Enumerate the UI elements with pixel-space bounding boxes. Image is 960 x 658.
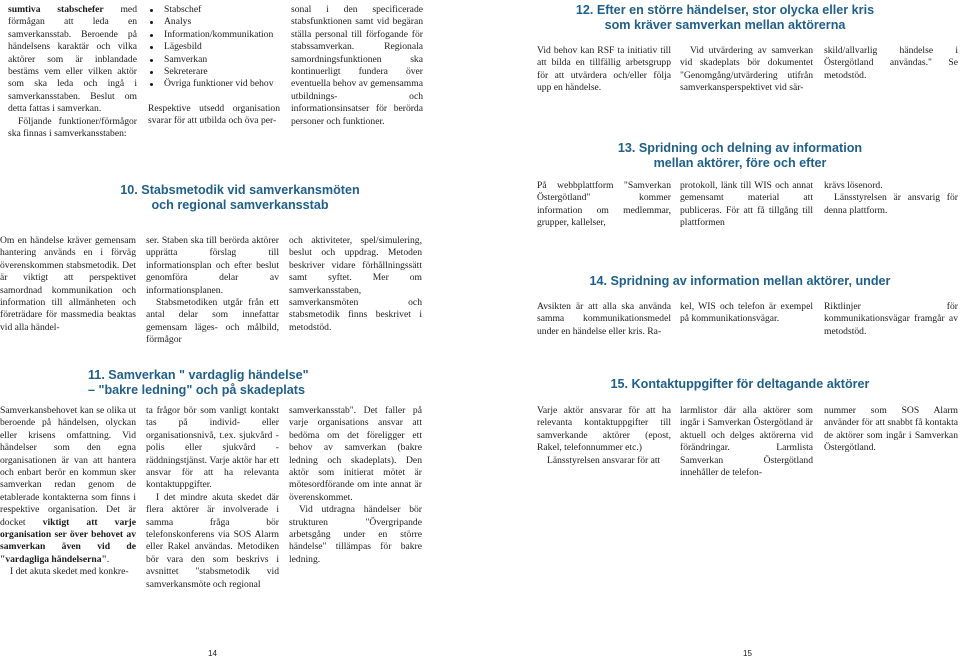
list-item: Samverkan <box>148 54 280 66</box>
paragraph: På webbplattform "Samverkan Östergötland" kommer information om medlemmar, grupper, kallelser, <box>537 180 671 229</box>
paragraph: Samverkansbehovet kan se olika ut beroende på händelsen, olyckan eller krisens omfattning. Vid händelser som den egna organisationen är van att hantera och enbart berör en kommun sker samverkan redan genom de etablerade kontakterna som finns i respektive organisation. Det är docket viktigt att varje organisation ser över behovet av samverkan även vid de "vardagliga händelserna". <box>0 405 136 565</box>
list-item: Sekreterare <box>148 66 280 78</box>
text-column <box>146 405 279 591</box>
text-column <box>680 180 813 230</box>
section-heading-10: 10. Stabsmetodik vid samverkansmöten och regional samverkansstab <box>120 183 360 212</box>
text-column <box>824 301 958 338</box>
paragraph: Följande funktioner/förmågor ska finnas i samverkansstaben: <box>8 115 137 140</box>
text-column <box>824 180 958 217</box>
paragraph: ta frågor bör som vanligt kontakt tas på individ- eller organisationsnivå, t.ex. sjukvård - polis eller sjukvård - räddningstjänst. Varje aktör har ett ansvar för att ha relevanta kontaktuppgifter. <box>146 405 279 491</box>
paragraph: I det akuta skedet med konkre- <box>10 566 129 578</box>
section-heading-12: 12. Efter en större händelser, stor olycka eller kris som kräver samverkan mellan aktörerna <box>575 3 875 32</box>
paragraph: I det mindre akuta skedet där flera aktörer är involverade i samma fråga bör telefonskonferens via SOS Alarm eller Rakel användas. Metodiken bör vara den som beskrivs i avsnittet "stabsmetodik vid samverkansmöte och regional <box>146 491 279 590</box>
function-list <box>148 4 280 91</box>
text-column <box>680 405 813 479</box>
list-item: Information/kommunikation <box>148 29 280 41</box>
paragraph: Vid utvärdering av samverkan vid skadeplats bör dokumentet "Genomgång/utvärdering utifrån samverkansperspektivet vid sär- <box>680 45 813 94</box>
text-column <box>289 235 422 334</box>
paragraph: Länsstyrelsen är ansvarig för denna plattform. <box>824 192 958 216</box>
text-column <box>537 405 671 467</box>
text-column <box>680 45 813 95</box>
paragraph: Länsstyrelsen ansvarar för att <box>547 454 661 466</box>
paragraph: sonal i den specificerade stabsfunktionen samt vid begäran ställa personal till förfogande för stabssamverkan. Regionala samordningsfunktionen ska kontinuerligt fundera över eventuella behov av gemensamma utbildnings- och informationsinsatser för berörda personer och funktioner. <box>291 4 423 127</box>
paragraph: samverkansstab". Det faller på varje organisations ansvar att bedöma om det föreligger ett behov av samverkan (bakre ledning och skadeplats). Den aktör som initierat mötet är mötesordförande om inte annat är överenskommet. <box>289 405 422 503</box>
paragraph: och aktiviteter, spel/simulering, beslut och uppdrag. Metoden beskriver vidare förhållningssätt samt syftet. Mer om samverkansstaben, samverkansmöten och stabsmetodik finns beskrivet i metodstöd. <box>289 235 422 333</box>
text-column <box>8 4 137 140</box>
text-column <box>680 301 813 326</box>
text-column <box>0 405 136 579</box>
paragraph: Avsikten är att alla ska använda samma kommunikationsmedel under en händelse eller kris. Ra- <box>537 301 671 337</box>
text-column <box>824 405 958 455</box>
paragraph: Respektive utsedd organisation svarar för att utbilda och öva per- <box>148 102 280 127</box>
text-column <box>537 45 671 95</box>
paragraph: Vid utdragna händelser bör strukturen "Övergripande arbetsgång under en större händelse" tillämpas för bakre ledning. <box>289 504 422 565</box>
text-column <box>289 405 422 566</box>
paragraph: Riktlinjer för kommunikationsvägar framgår av metodstöd. <box>824 301 958 337</box>
text-column <box>0 235 136 334</box>
text-column <box>824 45 958 82</box>
list-item: Lägesbild <box>148 41 280 53</box>
paragraph: Om en händelse kräver gemensam hantering används en i förväg överenskommen stabsmetodik. Det är viktigt att perspektivet samordnad kommunikation och information till allmänheten och företrädare för massmedia beaktas vid alla händel- <box>0 235 136 333</box>
paragraph: kel, WIS och telefon är exempel på kommunikationsvägar. <box>680 301 813 325</box>
paragraph: Vid behov kan RSF ta initiativ till att bilda en tillfällig arbetsgrupp för att utvärdera och/eller följa upp en händelse. <box>537 45 671 94</box>
list-item: Övriga funktioner vid behov <box>148 78 280 90</box>
section-heading-15: 15. Kontaktuppgifter för deltagande aktörer <box>610 377 870 391</box>
paragraph: Stabsmetodiken utgår från ett antal delar som innefattar gemensam läges- och målbild, förmågor <box>146 297 279 346</box>
text-column <box>148 4 280 128</box>
paragraph: Varje aktör ansvarar för att ha relevanta kontaktuppgifter till samverkande aktörer (epost, Rakel, telefonnummer etc.) <box>537 405 671 454</box>
text-column <box>291 4 423 128</box>
paragraph: skild/allvarlig händelse i Östergötland användas." Se metodstöd. <box>824 45 958 81</box>
paragraph: protokoll, länk till WIS och annat gemensamt material att publiceras. För att få tillgång till plattformen <box>680 180 813 229</box>
page-number: 14 <box>208 649 217 658</box>
text-column <box>537 180 671 230</box>
text-column <box>146 235 279 347</box>
list-item: Analys <box>148 16 280 28</box>
section-heading-13: 13. Spridning och delning av information mellan aktörer, före och efter <box>617 141 863 170</box>
paragraph: sumtiva stabschefer med förmågan att leda en samverkansstab. Beroende på händelsens karaktär och vilka aktörer som är inblandade bestäms vem eller vilken aktör som ska leda och ingå i samverkansstaben. Beslut om detta fattas i samverkan. <box>8 4 137 115</box>
section-heading-11: 11. Samverkan " vardaglig händelse" – "bakre ledning" och på skadeplats <box>88 368 309 397</box>
paragraph: ser. Staben ska till berörda aktörer upprätta förslag till informationsplan och efter beslut genomföra delar av informationsplanen. <box>146 235 279 296</box>
paragraph: krävs lösenord. <box>824 180 883 191</box>
section-heading-14: 14. Spridning av information mellan aktörer, under <box>589 274 891 288</box>
list-item: Stabschef <box>148 4 280 16</box>
paragraph: larmlistor där alla aktörer som ingår i Samverkan Östergötland är aktuell och delges aktörerna vid förändringar. Larmlista Samverkan Östergötland innehåller de telefon- <box>680 405 813 479</box>
page-number: 15 <box>743 649 752 658</box>
paragraph: nummer som SOS Alarm använder för att snabbt få kontakta de aktörer som ingår i Samverkan Östergötland. <box>824 405 958 454</box>
text-column <box>537 301 671 338</box>
